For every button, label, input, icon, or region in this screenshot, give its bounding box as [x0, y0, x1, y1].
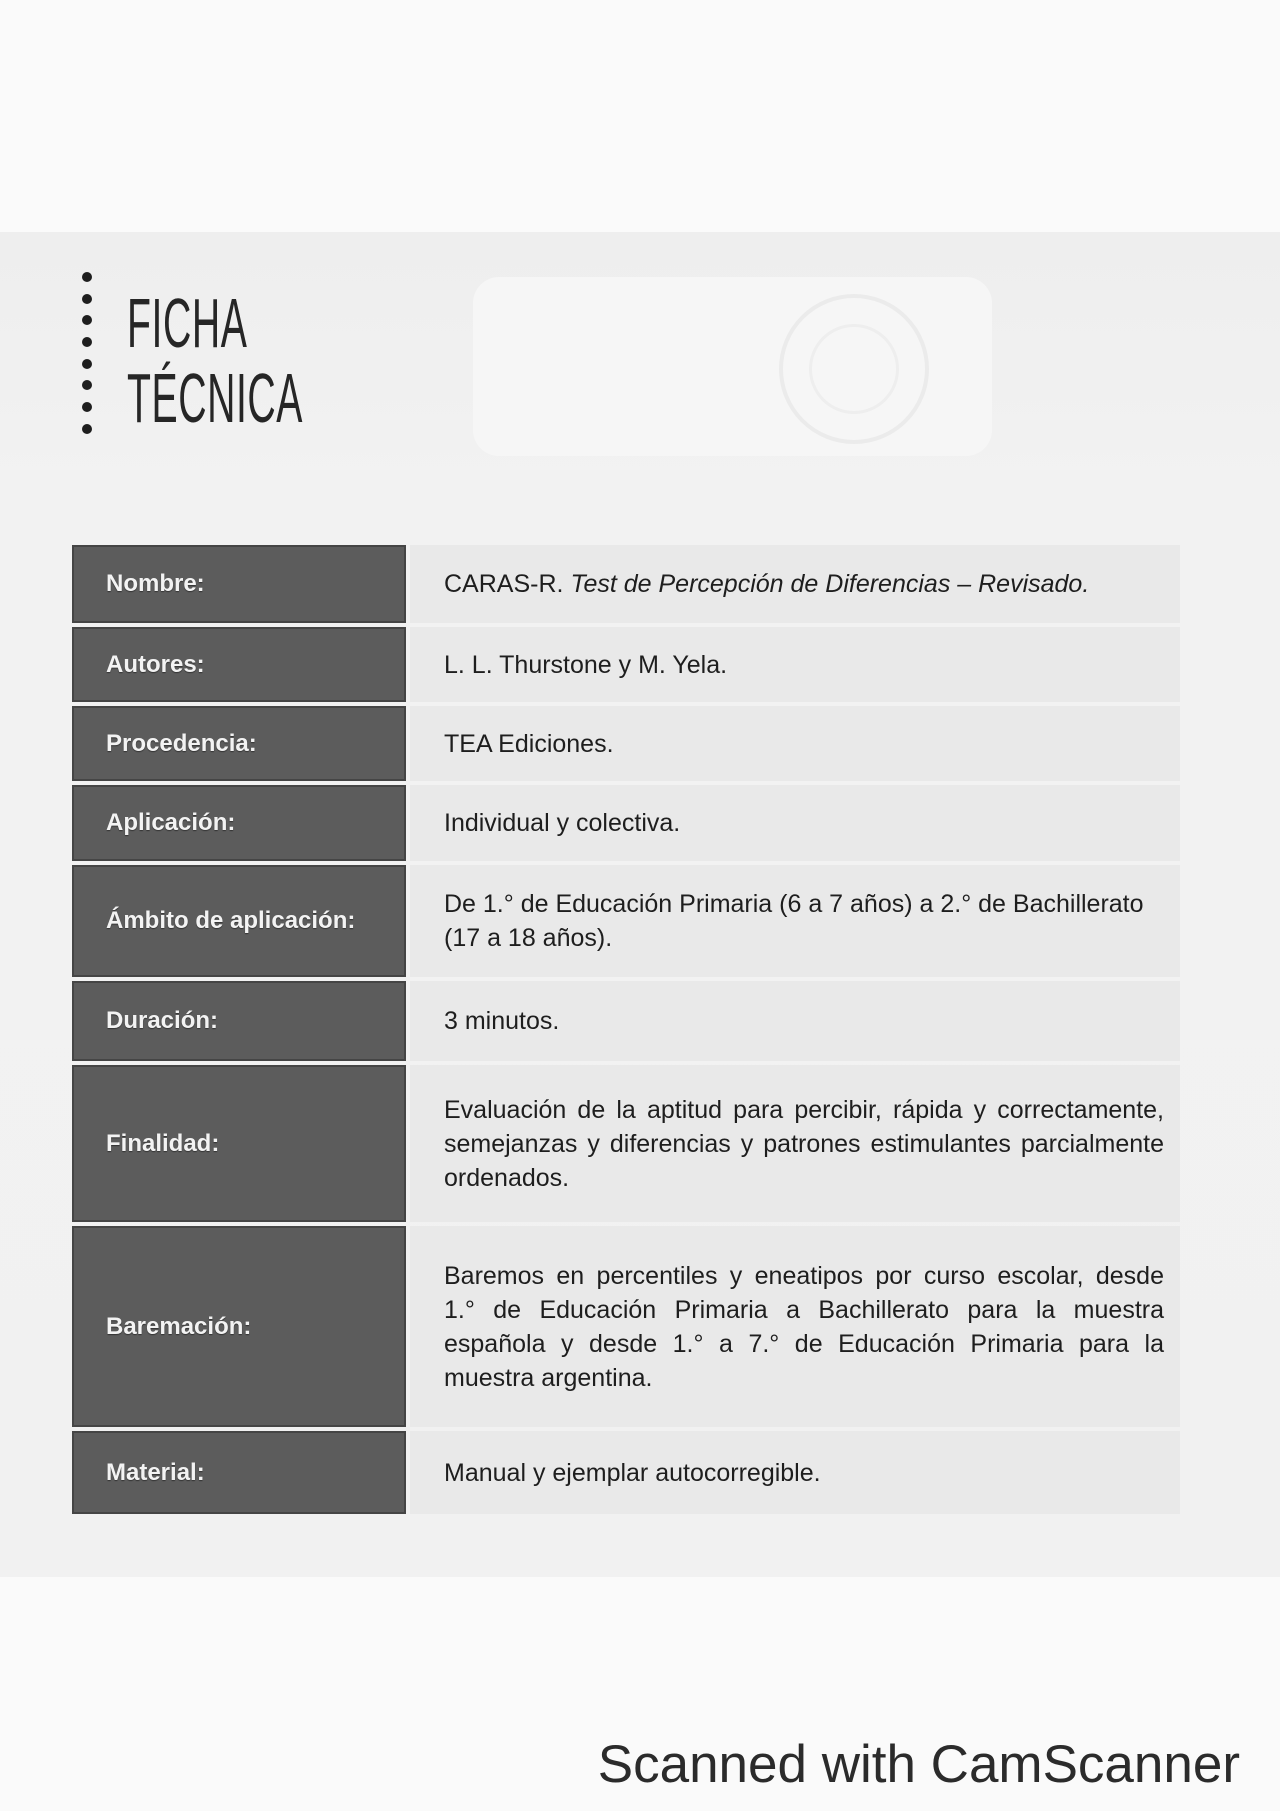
dot — [82, 294, 92, 304]
scanner-watermark: Scanned with CamScanner — [597, 1735, 1240, 1794]
row-label: Autores: — [72, 627, 406, 702]
row-value — [410, 545, 1180, 623]
table-row-nombre — [72, 545, 1180, 623]
decorative-dots — [82, 272, 92, 434]
dot — [82, 359, 92, 369]
table-row-procedencia — [72, 706, 1180, 781]
table-row-baremacion — [72, 1226, 1180, 1427]
row-label: Aplicación: — [72, 785, 406, 861]
dot — [82, 424, 92, 434]
row-value — [410, 1226, 1180, 1427]
value-line: TEA Ediciones. — [444, 729, 614, 758]
value-line: L. L. Thurstone y M. Yela. — [444, 650, 728, 679]
value-line — [444, 567, 1164, 601]
value-line: 3 minutos. — [444, 1007, 560, 1035]
row-value — [410, 981, 1180, 1061]
value-line: Manual y ejemplar autocorregible. — [444, 1458, 821, 1487]
value-line: (17 a 18 años). — [444, 924, 613, 952]
row-label: Nombre: — [72, 545, 406, 623]
page-title-line-2: TÉCNICA — [127, 359, 303, 437]
value-line: muestra argentina. — [444, 1363, 653, 1392]
dot — [82, 402, 92, 412]
row-value — [410, 1431, 1180, 1514]
table-row-aplicacion — [72, 785, 1180, 861]
dot — [82, 380, 92, 390]
value-line: Individual y colectiva. — [444, 809, 681, 837]
value-line: ordenados. — [444, 1163, 570, 1192]
row-value — [410, 865, 1180, 977]
faint-logo-inner-circle — [809, 324, 899, 414]
technical-sheet-table — [72, 545, 1180, 1514]
row-label: Ámbito de aplicación: — [72, 865, 406, 977]
test-full-name: Test de Percepción de Diferencias – Revisado. — [570, 570, 1090, 598]
row-value — [410, 627, 1180, 702]
table-row-finalidad — [72, 1065, 1180, 1222]
value-line: De 1.° de Educación Primaria (6 a 7 años) a 2.° de Bachillerato — [444, 890, 1144, 918]
table-row-material — [72, 1431, 1180, 1514]
row-label: Baremación: — [72, 1226, 406, 1427]
value-line: Evaluación de la aptitud para percibir, rápida y correctamente, — [444, 1095, 1164, 1124]
page-title-line-1: FICHA — [127, 284, 248, 362]
value-line: Baremos en percentiles y eneatipos por curso escolar, desde — [444, 1261, 1164, 1290]
value-line: 1.° de Educación Primaria a Bachillerato para la muestra — [444, 1295, 1164, 1324]
row-label: Material: — [72, 1431, 406, 1514]
row-value — [410, 1065, 1180, 1222]
table-row-autores — [72, 627, 1180, 702]
row-label: Duración: — [72, 981, 406, 1061]
table-row-duracion — [72, 981, 1180, 1061]
row-label: Finalidad: — [72, 1065, 406, 1222]
value-line: española y desde 1.° a 7.° de Educación Primaria para la — [444, 1329, 1164, 1358]
dot — [82, 272, 92, 282]
test-acronym: CARAS-R. — [444, 570, 564, 598]
row-value — [410, 706, 1180, 781]
dot — [82, 337, 92, 347]
row-value — [410, 785, 1180, 861]
table-row-ambito — [72, 865, 1180, 977]
value-line: semejanzas y diferencias y patrones estimulantes parcialmente — [444, 1129, 1164, 1158]
row-label: Procedencia: — [72, 706, 406, 781]
dot — [82, 315, 92, 325]
